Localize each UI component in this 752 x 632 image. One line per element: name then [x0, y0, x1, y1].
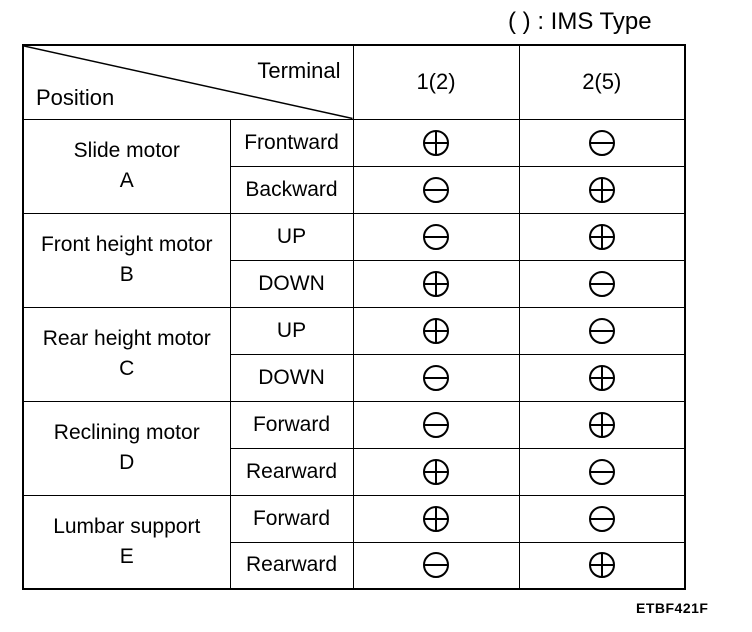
motor-letter: B — [119, 263, 134, 286]
terminal-2-minus-icon — [519, 495, 685, 542]
motor-letter: E — [119, 544, 134, 568]
motor-name: Rear height motor — [42, 327, 211, 350]
plus-icon — [421, 128, 451, 158]
minus-icon — [421, 410, 451, 440]
terminal-2-minus-icon — [519, 448, 685, 495]
terminal-1-minus-icon — [353, 401, 519, 448]
terminal-2-minus-icon — [519, 119, 685, 166]
terminal-2-minus-icon — [519, 307, 685, 354]
minus-icon — [421, 222, 451, 252]
direction-label: DOWN — [230, 354, 353, 401]
direction-label: Rearward — [230, 542, 353, 589]
motor-cell — [23, 119, 230, 213]
plus-icon — [587, 175, 617, 205]
table-row — [23, 401, 685, 448]
minus-icon — [587, 457, 617, 487]
minus-icon — [421, 363, 451, 393]
terminal-1-plus-icon — [353, 307, 519, 354]
plus-icon — [421, 457, 451, 487]
motor-name: Slide motor — [73, 139, 180, 162]
ims-type-note: ( ) : IMS Type — [508, 8, 652, 35]
motor-name: Lumbar support — [53, 514, 201, 538]
motor-cell — [23, 495, 230, 589]
motor-letter: A — [119, 169, 134, 192]
motor-name: Reclining motor — [53, 421, 200, 444]
table-row — [23, 307, 685, 354]
direction-label: Forward — [230, 495, 353, 542]
terminal-1-minus-icon — [353, 213, 519, 260]
motor-letter: D — [119, 451, 135, 474]
terminal-1-plus-icon — [353, 260, 519, 307]
position-header-label: Position — [36, 84, 115, 110]
terminal-1-minus-icon — [353, 354, 519, 401]
motor-letter: C — [119, 357, 135, 380]
table-row — [23, 495, 685, 542]
motor-cell — [23, 307, 230, 401]
terminal-1-minus-icon — [353, 542, 519, 589]
direction-label: Frontward — [230, 119, 353, 166]
direction-label: UP — [230, 307, 353, 354]
terminal-1-minus-icon — [353, 166, 519, 213]
terminal-1-header: 1(2) — [353, 45, 519, 119]
terminal-1-plus-icon — [353, 495, 519, 542]
header-row — [23, 45, 685, 119]
plus-icon — [587, 550, 617, 580]
table-row — [23, 213, 685, 260]
motor-cell — [23, 213, 230, 307]
terminal-2-header: 2(5) — [519, 45, 685, 119]
plus-icon — [421, 504, 451, 534]
plus-icon — [587, 222, 617, 252]
figure-code: ETBF421F — [636, 600, 709, 616]
plus-icon — [421, 316, 451, 346]
minus-icon — [587, 269, 617, 299]
terminal-1-plus-icon — [353, 448, 519, 495]
direction-label: Backward — [230, 166, 353, 213]
terminal-2-minus-icon — [519, 260, 685, 307]
plus-icon — [587, 410, 617, 440]
terminal-2-plus-icon — [519, 354, 685, 401]
terminal-header-label: Terminal — [257, 58, 341, 83]
table-row — [23, 119, 685, 166]
terminal-1-plus-icon — [353, 119, 519, 166]
minus-icon — [421, 550, 451, 580]
plus-icon — [587, 363, 617, 393]
terminal-2-plus-icon — [519, 542, 685, 589]
motor-name: Front height motor — [40, 233, 213, 256]
direction-label: UP — [230, 213, 353, 260]
minus-icon — [587, 316, 617, 346]
minus-icon — [421, 175, 451, 205]
terminal-2-plus-icon — [519, 213, 685, 260]
plus-icon — [421, 269, 451, 299]
motor-terminal-table — [22, 44, 686, 590]
minus-icon — [587, 128, 617, 158]
direction-label: Forward — [230, 401, 353, 448]
terminal-2-plus-icon — [519, 166, 685, 213]
motor-cell — [23, 401, 230, 495]
direction-label: Rearward — [230, 448, 353, 495]
header-diagonal-cell — [23, 45, 353, 119]
direction-label: DOWN — [230, 260, 353, 307]
minus-icon — [587, 504, 617, 534]
terminal-2-plus-icon — [519, 401, 685, 448]
